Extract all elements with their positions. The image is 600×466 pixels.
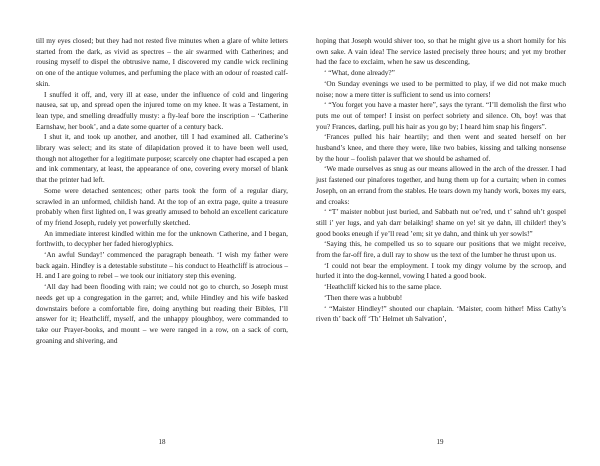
page-number: 18 <box>158 438 166 446</box>
paragraph: I snuffed it off, and, very ill at ease, under the influence of cold and lingering nausea, sat up, and spread open the injured tome on my knee. It was a Testament, in lean type, and smelling dreadfully musty: a fly-leaf bore the inscription – ‘Catherine Earnshaw, her book’, and a date some quarter of a century back. <box>36 89 288 131</box>
paragraph: ‘ “You forget you have a master here”, says the tyrant. “I’ll demolish the first who puts me out of temper! I insist on perfect sobriety and silence. Oh, boy! was that you? Frances, darling, pull his hair as you go by; I heard him snap his fingers”. <box>316 100 566 131</box>
paragraph: ‘Heathcliff kicked his to the same place. <box>324 282 442 292</box>
paragraph: hoping that Joseph would shiver too, so that he might give us a short homily for his own sake. A vain idea! The service lasted precisely three hours; and yet my brother had the face to exclaim, when he saw us descending, <box>316 36 566 67</box>
paragraph: ‘ “What, done already?” <box>324 68 395 78</box>
paragraph: ‘Then there was a hubbub! <box>324 292 403 302</box>
paragraph: ‘ “Maister Hindley!” shouted our chaplain. ‘Maister, coom hither! Miss Cathy’s riven th’ back off ‘Th’ Helmet uh Salvation’, <box>316 303 566 324</box>
paragraph: ‘We made ourselves as snug as our means allowed in the arch of the dresser. I had just fastened our pinafores together, and hung them up for a curtain; when in comes Joseph, on an errand from the stables. He tears down my handy work, boxes my ears, and croaks: <box>316 164 566 206</box>
page-number: 19 <box>436 438 444 446</box>
paragraph: till my eyes closed; but they had not rested five minutes when a glare of white letters started from the dark, as vivid as spectres – the air swarmed with Catherines; and rousing myself to dispel the obtrusive name, I discovered my candle wick reclining on one of the antique volumes, and perfuming the place with an odour of roasted calf-skin. <box>36 36 288 88</box>
left-page-text <box>36 36 288 346</box>
paragraph: ‘On Sunday evenings we used to be permitted to play, if we did not make much noise; now a mere titter is sufficient to send us into corners! <box>316 78 566 99</box>
paragraph: ‘I could not bear the employment. I took my dingy volume by the scroop, and hurled it into the dog-kennel, vowing I hated a good book. <box>316 260 566 281</box>
paragraph: ‘All day had been flooding with rain; we could not go to church, so Joseph must needs get up a congregation in the garret; and, while Hindley and his wife basked downstairs before a comfortable fire, doing anything but reading their Bibles, I’ll answer for it; Heathcliff, myself, and the unhappy ploughboy, were commanded to take our Prayer-books, and mount – we were ranged in a row, on a sack of corn, groaning and shivering, and <box>36 282 288 345</box>
paragraph: ‘Frances pulled his hair heartily; and then went and seated herself on her husband’s knee, and there they were, like two babies, kissing and talking nonsense by the hour – foolish palaver that we should be ashamed of. <box>316 132 566 163</box>
right-page <box>300 0 600 466</box>
paragraph: ‘ “T’ maister nobbut just buried, and Sabbath nut oe’red, und t’ sahnd uh’t gospel still i’ yer lugs, and yah darr belaiking! shame on ye! sit ye dahn, ill childer! they’s good books eneugh if ye’ll read ’em; sit ye dahn, and think uh yer sowls!” <box>316 207 566 238</box>
paragraph: I shut it, and took up another, and another, till I had examined all. Catherine’s library was select; and its state of dilapidation proved it to have been well used, though not altogether for a legitimate purpose; scarcely one chapter had escaped a pen and ink commentary, at least, the appearance of one, covering every morsel of blank that the printer had left. <box>36 132 288 185</box>
paragraph: ‘Saying this, he compelled us so to square our positions that we might receive, from the far-off fire, a dull ray to show us the text of the lumber he thrust upon us. <box>316 239 566 260</box>
paragraph: ‘An awful Sunday!’ commenced the paragraph beneath. ‘I wish my father were back again. Hindley is a detestable substitute – his conduct to Heathcliff is atrocious – H. and I are going to rebel – we took our initiatory step this evening. <box>36 250 288 281</box>
paragraph: An immediate interest kindled within me for the unknown Catherine, and I began, forthwith, to decypher her faded hieroglyphics. <box>36 228 288 249</box>
right-page-text <box>316 36 566 325</box>
paragraph: Some were detached sentences; other parts took the form of a regular diary, scrawled in an unformed, childish hand. At the top of an extra page, quite a treasure probably when first lighted on, I was greatly amused to behold an excellent caricature of my friend Joseph, rudely yet powerfully sketched. <box>36 185 288 227</box>
